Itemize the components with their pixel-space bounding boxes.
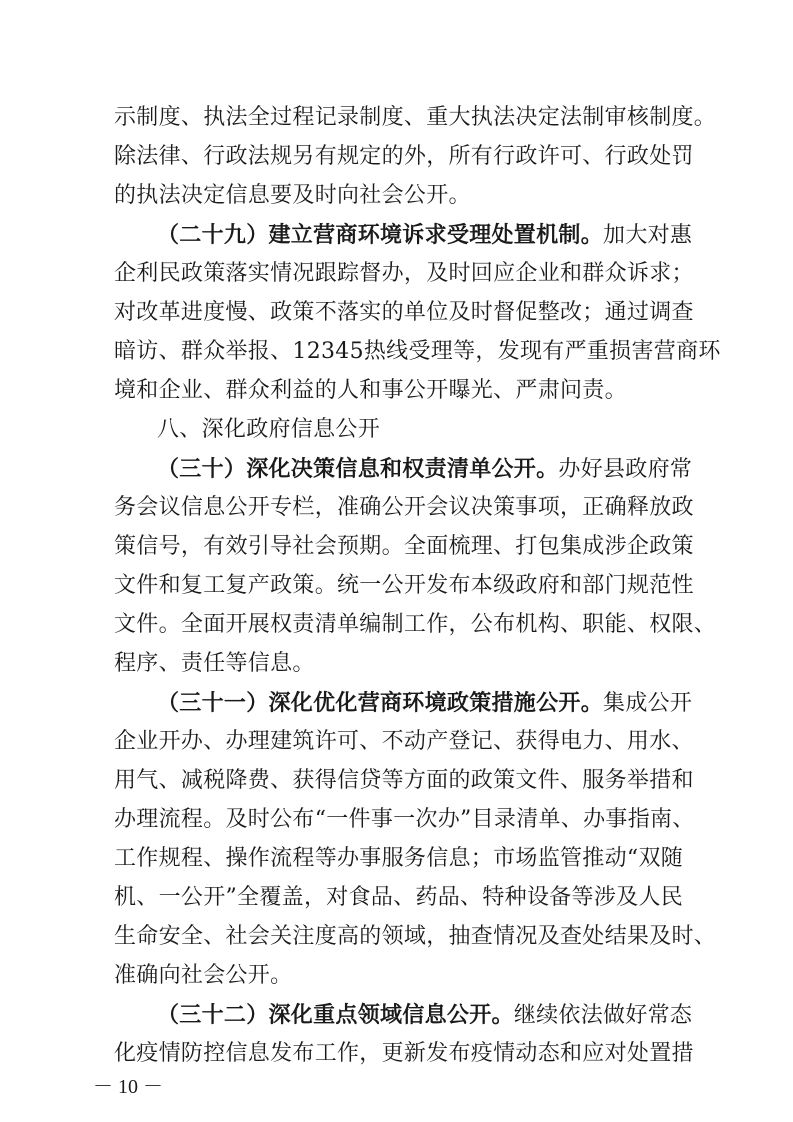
body-text: 文件。全面开展权责清单编制工作，公布机构、职能、权限、 <box>114 612 717 637</box>
text-line <box>114 488 694 528</box>
body-text: 继续依法做好常态 <box>513 1003 693 1028</box>
text-line <box>114 839 684 879</box>
body-text: 办好县政府常 <box>558 457 693 482</box>
body-text: 务会议信息公开专栏，准确公开会议决策事项，正确释放政 <box>114 495 694 520</box>
body-text: 的执法决定信息要及时向社会公开。 <box>114 183 471 208</box>
text-line <box>114 566 694 606</box>
text-line <box>114 917 717 957</box>
text-line <box>114 1034 694 1074</box>
text-line <box>157 995 693 1035</box>
text-line <box>114 98 717 138</box>
body-text: 用气、减税降费、获得信贷等方面的政策文件、服务举措和 <box>114 768 694 793</box>
text-line <box>114 605 717 645</box>
text-line <box>114 956 679 996</box>
text-line <box>114 293 694 333</box>
body-text: 文件和复工复产政策。统一公开发布本级政府和部门规范性 <box>114 573 694 598</box>
body-text: 对改革进度慢、政策不落实的单位及时督促整改；通过调查 <box>114 300 694 325</box>
text-line <box>114 800 695 840</box>
section-heading-text: （三十）深化决策信息和权责清单公开。 <box>157 456 559 482</box>
body-text: 加大对惠 <box>603 223 693 248</box>
text-line <box>114 332 721 372</box>
body-text: 工作规程、操作流程等办事服务信息；市场监管推动“双随 <box>114 846 684 871</box>
body-text: 策信号，有效引导社会预期。全面梳理、打包集成涉企政策 <box>114 534 694 559</box>
body-text: 化疫情防控信息发布工作，更新发布疫情动态和应对处置措 <box>114 1041 694 1066</box>
body-text: 企业开办、办理建筑许可、不动产登记、获得电力、用水、 <box>114 729 694 754</box>
text-line <box>157 215 693 255</box>
body-text: 准确向社会公开。 <box>114 963 293 988</box>
text-line <box>114 254 694 294</box>
body-text: 境和企业、群众利益的人和事公开曝光、严肃问责。 <box>114 378 627 403</box>
page-number: － 10 － <box>93 1076 163 1098</box>
section-heading-text: （三十二）深化重点领域信息公开。 <box>157 1002 514 1028</box>
text-line <box>114 176 679 216</box>
text-line <box>114 527 694 567</box>
text-line <box>157 449 693 489</box>
text-line <box>114 878 684 918</box>
body-text: 示制度、执法全过程记录制度、重大执法决定法制审核制度。 <box>114 105 717 130</box>
text-line <box>114 761 694 801</box>
text-line <box>114 722 694 762</box>
text-line <box>114 137 694 177</box>
text-line <box>114 644 679 684</box>
body-text: 程序、责任等信息。 <box>114 651 315 676</box>
text-line <box>157 683 693 723</box>
body-text: 机、一公开”全覆盖，对食品、药品、特种设备等涉及人民 <box>114 885 684 910</box>
text-line <box>157 410 679 450</box>
section-heading-text: （二十九）建立营商环境诉求受理处置机制。 <box>157 222 604 248</box>
body-text: 除法律、行政法规另有规定的外，所有行政许可、行政处罚 <box>114 144 694 169</box>
text-line <box>114 371 679 411</box>
body-text: 企利民政策落实情况跟踪督办，及时回应企业和群众诉求； <box>114 261 694 286</box>
body-text: 办理流程。及时公布“一件事一次办”目录清单、办事指南、 <box>114 807 695 832</box>
body-text: 生命安全、社会关注度高的领域，抽查情况及查处结果及时、 <box>114 924 717 949</box>
section-heading-text: （三十一）深化优化营商环境政策措施公开。 <box>157 690 604 716</box>
body-text: 集成公开 <box>603 691 693 716</box>
body-text: 暗访、群众举报、12345热线受理等，发现有严重损害营商环 <box>114 339 721 364</box>
body-text: 八、深化政府信息公开 <box>157 417 381 442</box>
